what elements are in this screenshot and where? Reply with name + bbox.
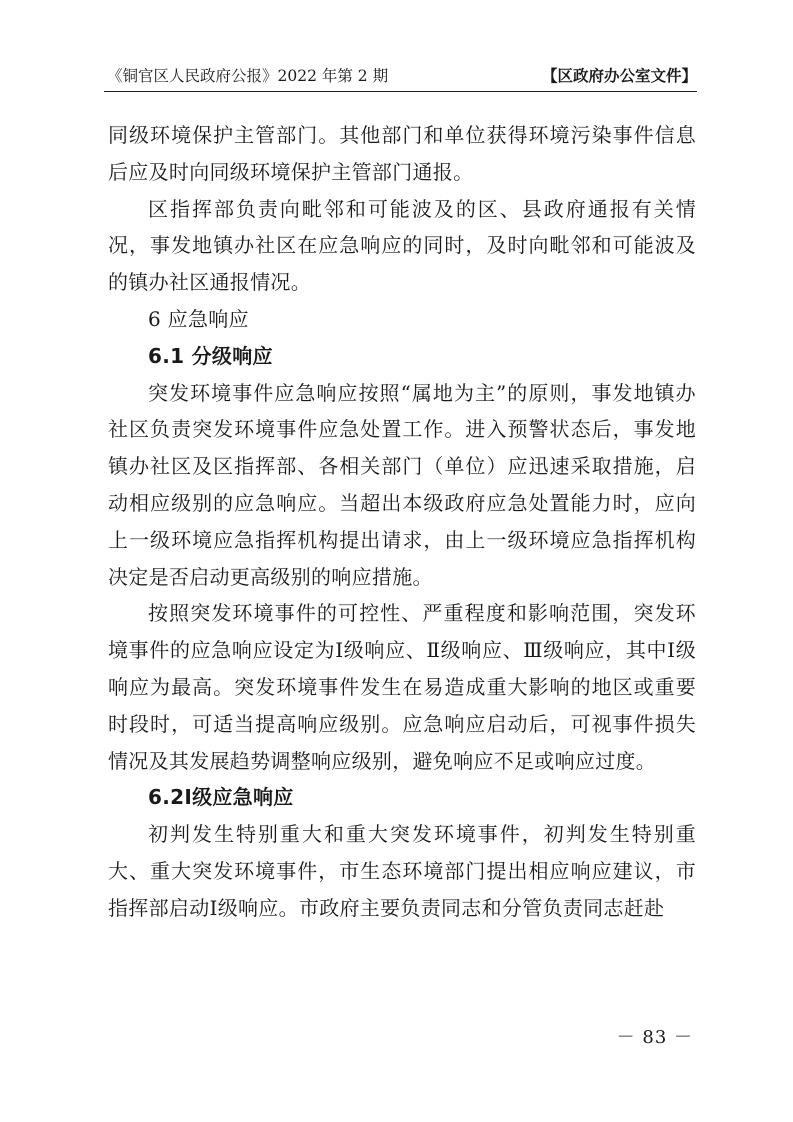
section-label: 【区政府办公室文件】 (541, 67, 697, 85)
paragraph-notification: 区指挥部负责向毗邻和可能波及的区、县政府通报有关情况，事发地镇办社区在应急响应的同时，及时向毗邻和可能波及的镇办社区通报情况。 (108, 196, 696, 295)
document-body (108, 117, 696, 927)
paragraph-response-levels: 按照突发环境事件的可控性、严重程度和影响范围，突发环境事件的应急响应设定为Ⅰ级响应、Ⅱ级响应、Ⅲ级响应，其中Ⅰ级响应为最高。突发环境事件发生在易造成重大影响的地区或重要时段时，可适当提高响应级别。应急响应启动后，可视事件损失情况及其发展趋势调整响应级别，避免响应不足或响应过度。 (108, 601, 696, 773)
subsection-heading-6-1: 6.1 分级响应 (148, 343, 273, 368)
section-heading-6: 6 应急响应 (148, 306, 249, 331)
page-number: － 83 － (616, 1027, 693, 1048)
paragraph-level-one-response: 初判发生特别重大和重大突发环境事件，初判发生特别重大、重大突发环境事件，市生态环境部门提出相应响应建议，市指挥部启动Ⅰ级响应。市政府主要负责同志和分管负责同志赶赴 (108, 822, 696, 920)
header-divider (104, 91, 697, 92)
paragraph-response-principle: 突发环境事件应急响应按照“属地为主”的原则，事发地镇办社区负责突发环境事件应急处置工作。进入预警状态后，事发地镇办社区及区指挥部、各相关部门（单位）应迅速采取措施，启动相应级别的应急响应。当超出本级政府应急处置能力时，应向上一级环境应急指挥机构提出请求，由上一级环境应急指挥机构决定是否启动更高级别的响应措施。 (108, 380, 696, 589)
page-header (107, 62, 697, 88)
subsection-heading-6-2: 6.2Ⅰ级应急响应 (148, 785, 294, 810)
publication-title: 《铜官区人民政府公报》2022 年第 2 期 (107, 67, 389, 85)
paragraph-continued: 同级环境保护主管部门。其他部门和单位获得环境污染事件信息后应及时向同级环境保护主管部门通报。 (108, 123, 696, 184)
